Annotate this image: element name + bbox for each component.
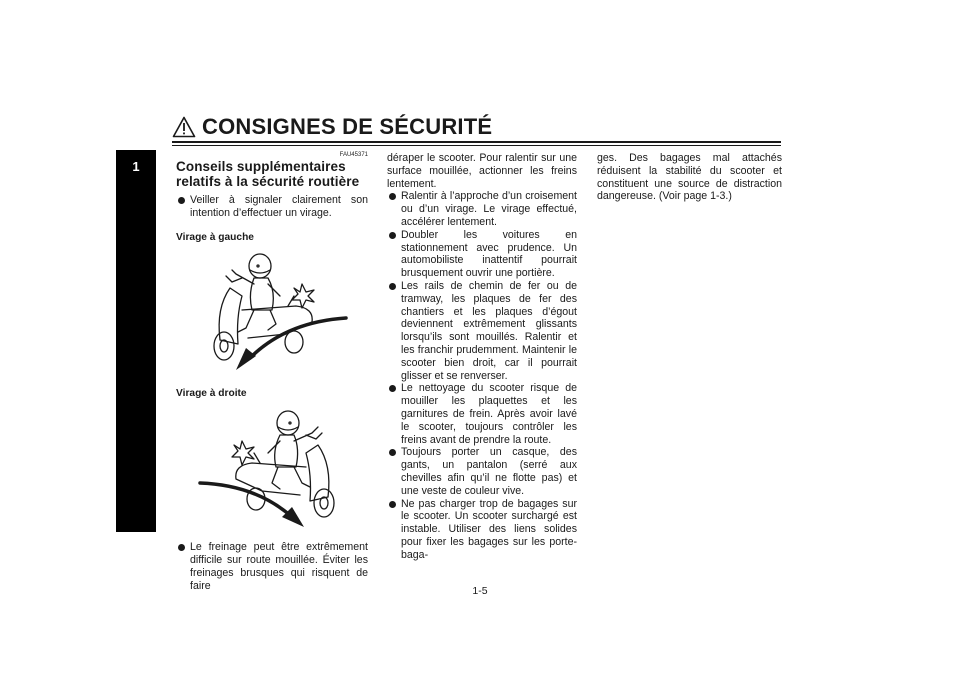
subhead-left-turn: Virage à gauche [176,231,254,243]
bullet-signal-turn: Veiller à signaler clairement son intention d’effectuer un virage. [176,194,368,220]
chapter-tab [116,150,156,532]
bullet-item: Doubler les voitures en stationnement avec prudence. Un automobiliste inattentif pourrait brusquement ouvrir une portière. [387,229,577,280]
bullet-wet-braking: Le freinage peut être extrêmement difficile sur route mouillée. Éviter les freinages brusques qui risquent de faire [176,541,368,592]
continuation-text: ges. Des bagages mal attachés réduisent la stabilité du scooter et constituent une source de distraction dangereuse. (Voir page 1-3.) [597,152,782,203]
scooter-left-turn-illustration [176,248,368,376]
header-rule-thin [172,145,781,146]
bullet-item: Ralentir à l’approche d’un croisement ou d’un virage. Le virage effectué, accélérer lentement. [387,190,577,228]
scooter-right-turn-illustration [176,405,368,533]
column-2 [387,152,577,562]
header-rule-thick [172,141,781,143]
column-3 [597,152,782,203]
bullet-item: Toujours porter un casque, des gants, un pantalon (serré aux chevilles afin qu’il ne flotte pas) et une veste de couleur vive. [387,446,577,497]
page-header [172,114,492,140]
page-number: 1-5 [472,585,488,597]
figure-right-turn [176,405,368,533]
bullet-item: Le nettoyage du scooter risque de mouiller les plaquettes et les garnitures de frein. Après avoir lavé le scooter, toujours contrôler les freins avant de prendre la route. [387,382,577,446]
reference-code: FAU45371 [339,152,368,158]
bullet-item: Ne pas charger trop de bagages sur le scooter. Un scooter surchargé est instable. Utiliser des liens solides pour fixer les bagages sur les porte-baga- [387,498,577,562]
section-title: Conseils supplémentaires relatifs à la sécurité routière [176,159,360,189]
warning-triangle-icon [172,116,196,138]
bullet-item: Les rails de chemin de fer ou de tramway, les plaques de fer des chantiers et les plaques d’égout deviennent extrêmement glissants lorsqu’ils sont mouillés. Ralentir et les franchir prudemment. Maintenir le scooter bien droit, car il pourrait glisser et se renverser. [387,280,577,382]
figure-left-turn [176,248,368,376]
continuation-text: déraper le scooter. Pour ralentir sur une surface mouillée, actionner les freins lentement. [387,152,577,190]
column-1 [176,152,368,592]
chapter-tab-number: 1 [132,159,140,174]
subhead-right-turn: Virage à droite [176,388,247,400]
header-title: CONSIGNES DE SÉCURITÉ [202,114,493,139]
